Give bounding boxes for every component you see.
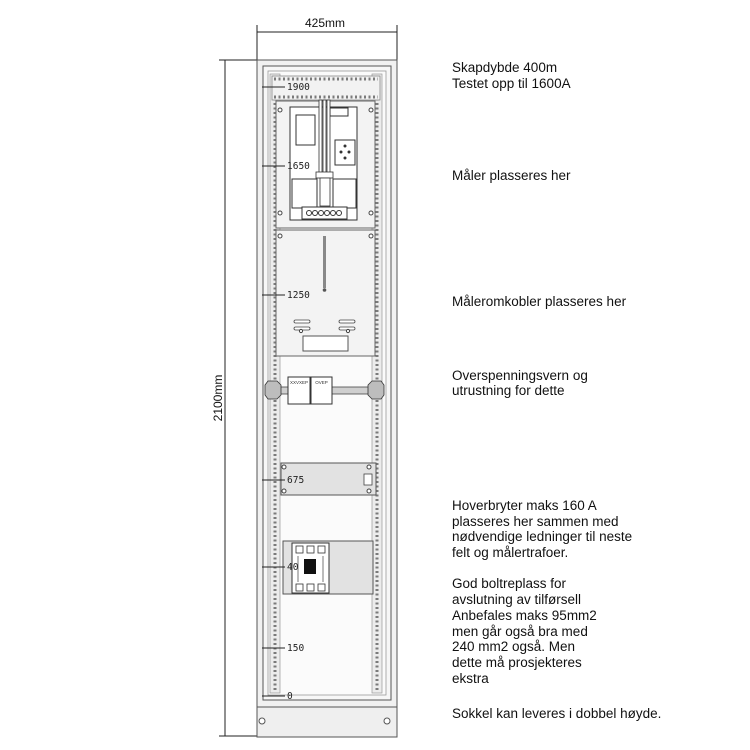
note-breaker-line: nødvendige ledninger til neste — [452, 529, 633, 544]
din-end-clamp-left — [265, 381, 281, 399]
level-label: 0 — [287, 691, 293, 702]
terminal-screw — [331, 211, 336, 216]
annotations — [452, 60, 661, 721]
level-label: 40 — [287, 562, 299, 573]
surge-module-1-label: XXVXEP — [289, 380, 309, 385]
meter-center-terminal — [320, 178, 330, 206]
cross-bar-bracket — [364, 474, 372, 485]
note-breaker-line: felt og målertrafoer. — [452, 545, 569, 560]
meter-display — [296, 115, 315, 145]
meter-switch-pivot — [323, 288, 327, 292]
switch-slot-right-upper — [339, 320, 355, 323]
meter-port-dot — [344, 157, 347, 160]
height-dimension — [211, 60, 258, 736]
surge-module-2-label: OVEP — [315, 380, 328, 385]
breaker-terminal-bottom — [307, 584, 314, 591]
note-surge-line: Overspenningsvern og — [452, 368, 588, 383]
note-depth-line: Skapdybde 400m — [452, 60, 558, 75]
plinth — [257, 707, 397, 737]
breaker-terminal-bottom — [318, 584, 325, 591]
note-meter-switch: Måleromkobler plasseres her — [452, 294, 627, 309]
note-termination-line: dette må prosjekteres — [452, 655, 582, 670]
plate-screw — [367, 465, 371, 469]
meter-port-dot — [340, 151, 343, 154]
plinth-bolt-left — [259, 718, 265, 724]
note-termination-line: avslutning av tilførsell — [452, 592, 582, 607]
plate-screw — [278, 211, 282, 215]
plate-screw — [367, 489, 371, 493]
plate-screw — [282, 465, 286, 469]
switch-screw — [299, 329, 302, 332]
terminal-screw — [325, 211, 330, 216]
level-label: 1900 — [287, 82, 310, 93]
meter-switch-label-plate — [303, 336, 348, 351]
meter-cable — [323, 100, 326, 176]
note-termination-line: 240 mm2 også. Men — [452, 639, 576, 654]
switch-screw — [346, 329, 349, 332]
note-termination-line: men går også bra med — [452, 624, 588, 639]
terminal-screw — [319, 211, 324, 216]
din-end-clamp-right — [368, 381, 384, 399]
note-termination-line: ekstra — [452, 671, 489, 686]
note-breaker-line: plasseres her sammen med — [452, 514, 619, 529]
level-label: 675 — [287, 475, 305, 486]
breaker-terminal-bottom — [296, 584, 303, 591]
meter-terminal-cover-right — [333, 179, 356, 208]
meter-cable-junction — [316, 172, 333, 178]
terminal-screw — [337, 211, 342, 216]
meter-top-label — [330, 108, 348, 116]
note-breaker-line: Hoverbryter maks 160 A — [452, 498, 597, 513]
meter-terminal-cover-left — [292, 179, 317, 208]
note-termination-line: Anbefales maks 95mm2 — [452, 608, 597, 623]
plate-screw — [278, 108, 282, 112]
plate-screw — [369, 211, 373, 215]
meter-cable — [327, 100, 330, 176]
plate-screw — [369, 108, 373, 112]
plate-screw — [282, 489, 286, 493]
meter-cable — [319, 100, 322, 176]
terminal-screw — [313, 211, 318, 216]
width-dimension — [257, 16, 397, 62]
meter-switch-slot — [323, 236, 326, 288]
note-surge-line: utrustning for dette — [452, 383, 565, 398]
level-label: 1250 — [287, 290, 310, 301]
note-termination-line: God boltreplass for — [452, 576, 567, 591]
note-meter: Måler plasseres her — [452, 168, 571, 183]
plinth-bolt-right — [384, 718, 390, 724]
level-label: 1650 — [287, 161, 310, 172]
meter-port-dot — [348, 151, 351, 154]
note-plinth: Sokkel kan leveres i dobbel høyde. — [452, 706, 662, 721]
breaker-terminal-top — [296, 546, 303, 553]
note-depth-line: Testet opp til 1600A — [452, 76, 571, 91]
breaker-handle — [304, 559, 316, 574]
switch-slot-left-upper — [294, 320, 310, 323]
meter-optical-port — [335, 140, 355, 165]
level-label: 150 — [287, 643, 305, 654]
height-label: 2100mm — [211, 374, 225, 422]
plate-screw — [278, 234, 282, 238]
breaker-terminal-top — [318, 546, 325, 553]
meter-port-dot — [344, 145, 347, 148]
terminal-screw — [307, 211, 312, 216]
plate-screw — [369, 234, 373, 238]
breaker-terminal-top — [307, 546, 314, 553]
width-label: 425mm — [304, 16, 346, 30]
